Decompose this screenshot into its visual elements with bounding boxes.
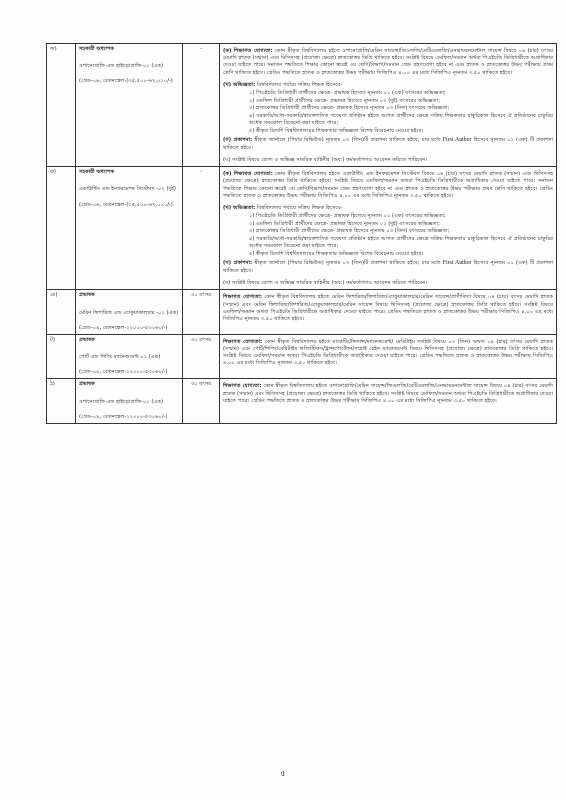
post-department: মেরিন ফিশারিজ এন্ড এ্যাকুয়াকালচার -০১ (এক) xyxy=(79,309,179,316)
first-author-text: First Author xyxy=(442,136,472,143)
list-item: ১) পিএইচডি ডিগ্রিধারী প্রার্থীদের ক্ষেত্রে- প্রভাষক হিসেবে ন্যূনতম ০১ (এক) বৎসরের অভিজ্ঞতা; xyxy=(249,213,446,220)
age-limit-cell: ৩০ বৎসর xyxy=(183,379,220,424)
qualification-label: (ক) শিক্ষাগত যোগ্যতা: xyxy=(223,48,273,54)
list-item: ৫) স্বীকৃত বিদেশি বিশ্ববিদ্যালয়ের শিক্ষকতার অভিজ্ঞতা বিশেষ বিবেচনায় নেওয়া হইবে। xyxy=(249,127,424,134)
post-department: একাউন্টিং এন্ড ইনফরমেশন সিস্টেমস -০২ (দুই) xyxy=(79,186,176,193)
qualification-label: শিক্ষাগত যোগ্যতা: xyxy=(223,383,262,390)
post-title: প্রভাষক xyxy=(79,381,95,388)
experience-label: (খ) অভিজ্ঞতা: xyxy=(223,204,256,211)
post-title: সহকারী অধ্যাপক xyxy=(79,169,114,176)
publication-label: (গ) প্রকাশনা: xyxy=(223,136,253,143)
qualification-text: কোন স্বীকৃত বিশ্ববিদ্যালয় হইতে একাউন্টিং এন্ড ইনফরমেশন সিস্টেমস বিষয়ে ০৪ (চার) বৎসর মেয়াদি স্নাতক (সম্মান) এবং থিসিসসহ (প্রযোজ্য ক্ষেত্রে) স্নাতকোত্তর ডিগ্রি থাকিতে হইবে। সংশ্লিষ্ট বিষয়ে এমফিল/সমমান অথবা পিএইচডি ডিগ্রিধারীকে অগ্রাধিকার দেওয়া যাইতে পারে। সনাতন পদ্ধতিতে শিক্ষার কোনো স্তরেই ৩য় শ্রেণি/বিভাগ/সমমান গ্রেড গ্রহণযোগ্য হইবে না এবং স্নাতক ও স্নাতকোত্তর উভয় পরীক্ষায় প্রথম শ্রেণি থাকিতে হইবে। গ্রেডিং পদ্ধতিতে স্নাতক ও স্নাতকোত্তর উভয় পরীক্ষায় সিজিপিএ ৪.০০ এর মধ্যে সিজিপিএ ন্যূনতম ৩.৫০ থাকিতে হইবে। xyxy=(223,171,553,199)
post-department: পোর্ট এন্ড শিপিং ম্যানেজমেন্ট-০১ (এক) xyxy=(79,354,161,361)
post-title: সহকারী অধ্যাপক xyxy=(79,46,114,52)
post-title: প্রভাষক xyxy=(79,292,95,299)
requirements-cell xyxy=(220,334,557,379)
table-row xyxy=(47,379,557,424)
qualification-label: শিক্ষাগত যোগ্যতা: xyxy=(223,338,263,345)
post-grade: (গ্রেড-০৯, বেতনস্কেল-২২০০০-৫৩০৬০/-) xyxy=(79,324,168,331)
post-grade: (গ্রেড-০৯, বেতনস্কেল-২২০০০-৫৩০৬০/-) xyxy=(79,369,168,376)
qualification-text: কোন স্বীকৃত বিশ্ববিদ্যালয় হইতে মেরিন ফিশারিজ/ফিশারিজ/এ্যাকুয়াকালচার/মেরিন সায়েন্স/প্রাণীবিদ্যা বিষয়ে ০৪ (চার) বৎসর মেয়াদি স্নাতক (সম্মান) এবং মেরিন ফিশারিজ/ফিশারিজ/এ্যাকুয়াকালচার/মেরিন সায়েন্স বিষয়ে থিসিসসহ (প্রযোজ্য ক্ষেত্রে) স্নাতকোত্তর ডিগ্রি থাকিতে হইবে। সংশ্লিষ্ট বিষয়ে এমফিল/সমমান অথবা পিএইচডি ডিগ্রিধারীকে অগ্রাধিকার দেওয়া যাইতে পারে। গ্রেডিং পদ্ধতিতে স্নাতক ও স্নাতকোত্তর উভয় পরীক্ষায় সিজিপিএ ৪.০০ এর মধ্যে সিজিপিএ ন্যূনতম ৩.৫০ থাকিতে হইবে। xyxy=(223,294,553,322)
page-number: ৫ xyxy=(280,769,286,778)
list-item: ৫) স্বীকৃত বিদেশি বিশ্ববিদ্যালয়ের শিক্ষকতার অভিজ্ঞতা বিশেষ বিবেচনায় নেওয়া হইবে। xyxy=(249,250,424,257)
list-item: ৩) স্নাতকোত্তর ডিগ্রিধারী প্রার্থীদের ক্ষেত্রে- প্রভাষক হিসেবে ন্যূনতম ০৩ (তিন) বৎসরের অভিজ্ঞতা; xyxy=(249,105,450,112)
list-item: ২) এমফিল ডিগ্রিধারী প্রার্থীদের ক্ষেত্রে- প্রভাষক হিসেবে ন্যূনতম ০২ (দুই) বৎসরের অভিজ্ঞতা; xyxy=(249,97,440,104)
qualification-label: (ক) শিক্ষাগত যোগ্যতা: xyxy=(223,171,273,178)
military-note: (ঘ) সংশ্লিষ্ট বিষয়ে যোগ্য ও অভিজ্ঞ সামরিক বাহিনীর (অব:) কর্মকর্তাগণও আবেদন করিতে পারিবেন। xyxy=(223,280,428,287)
experience-label: (খ) অভিজ্ঞতা: xyxy=(223,81,256,88)
table-row xyxy=(47,44,557,167)
post-grade: (গ্রেড-০৬, বেতনস্কেল-(৩৫,৫০০-৬৭,০১০/-) xyxy=(79,201,173,208)
serial-cell: ঞ) xyxy=(47,290,76,335)
post-department: ওশানোগ্রাফি এন্ড হাইড্রোগ্রাফি-০১ (এক) xyxy=(79,398,163,405)
post-title: প্রভাষক xyxy=(79,336,95,343)
list-item: ৩) স্নাতকোত্তর ডিগ্রিধারী প্রার্থীদের ক্ষেত্রে- প্রভাষক হিসেবে ন্যূনতম ০৩ (তিন) বৎসরের অভিজ্ঞতা; xyxy=(249,228,450,235)
serial-cell: ঝ) xyxy=(47,167,76,290)
list-item: ৪) সরকারি/আধা-সরকারি/স্বায়ত্তশাসিত গবেষণা প্রতিষ্ঠান হইতে আগত প্রার্থীদের ক্ষেত্রে সক্রিয় শিক্ষকতার চাকুরিকাল হিসেবে ঐ প্রতিষ্ঠানের চাকুরির অর্ধেক সময়কাল বিবেচনা করা যাইতে পারে; xyxy=(249,236,553,250)
list-item: ২) এমফিল ডিগ্রিধারী প্রার্থীদের ক্ষেত্রে- প্রভাষক হিসেবে ন্যূনতম ০২ (দুই) বৎসরের অভিজ্ঞতা; xyxy=(249,220,440,227)
post-cell xyxy=(76,167,183,290)
post-grade: (গ্রেড-০৬, বেতনস্কেল-(৩৫,৫০০-৬৭,০১০/-) xyxy=(79,78,173,85)
experience-intro: বিশ্ববিদ্যালয় পর্যায়ে সক্রিয় শিক্ষক হিসেবে- xyxy=(256,204,343,211)
qualification-text: কোন স্বীকৃত বিশ্ববিদ্যালয় হইতে ওশানোগ্রাফি/মেরিন সায়েন্স/জিওলজি/মেটিওরলজি/এনভায়রনমেন্টাল সায়েন্স বিষয়ে ০৪ (চার) বৎসর মেয়াদি স্নাতক (সম্মান) এবং থিসিসসহ (প্রযোজ্য ক্ষেত্রে) স্নাতকোত্তর ডিগ্রি থাকিতে হইবে। সংশ্লিষ্ট বিষয়ে এমফিল/সমমান অথবা পিএইচডি ডিগ্রিধারীকে অগ্রাধিকার দেওয়া যাইতে পারে। গ্রেডিং পদ্ধতিতে স্নাতক ও স্নাতকোত্তর উভয় পরীক্ষায় সিজিপিএ ৪.০০ এর মধ্যে সিজিপিএ ন্যূনতম ৩.৫০ থাকিতে হইবে। xyxy=(223,383,554,404)
list-item: ৪) সরকারি/আধা-সরকারি/স্বায়ত্তশাসিত গবেষণা প্রতিষ্ঠান হইতে আগত প্রার্থীদের ক্ষেত্রে সক্রিয় শিক্ষকতার চাকুরিকাল হিসেবে ঐ প্রতিষ্ঠানের চাকুরির অর্ধেক সময়কাল বিবেচনা করা যাইতে পারে; xyxy=(249,112,553,127)
age-limit-cell: - xyxy=(183,167,220,290)
requirements-cell xyxy=(220,290,557,335)
qualification-label: শিক্ষাগত যোগ্যতা: xyxy=(223,294,262,301)
post-cell xyxy=(76,290,183,335)
serial-cell: ঠ) xyxy=(47,379,76,424)
age-limit-cell: ৩০ বৎসর xyxy=(183,334,220,379)
qualification-text: কোন স্বীকৃত বিশ্ববিদ্যালয় হইতে মার্কেটিং/ফিনান্স/ম্যানেজমেন্ট/ মেরিটাইম সংশ্লিষ্ট বিষয়ে ০৩ (তিন) অথবা ০৪ (চার) বৎসর মেয়াদি স্নাতক (সম্মান) এবং পোর্ট/শিপিং/মেরিটাইম লজিস্টিকস/ট্রান্সপোর্টেশন/সাপ্লাই চেইন ম্যানেজমেন্ট বিষয়ে থিসিসসহ (প্রযোজ্য ক্ষেত্রে) স্নাতকোত্তর ডিগ্রি থাকিতে হইবে। সংশ্লিষ্ট বিষয়ে এমফিল/সমমান অথবা পিএইচডি ডিগ্রিধারীকে অগ্রাধিকার দেওয়া যাইতে পারে। গ্রেডিং পদ্ধতিতে স্নাতক ও স্নাতকোত্তর উভয় পরীক্ষায় সিজিপিএ ৪.০০ এর মধ্যে সিজিপিএ ন্যূনতম ৩.৫০ থাকিতে হইবে। xyxy=(223,338,553,367)
post-cell xyxy=(76,44,183,167)
publication-text-2: হিসেবে ন্যূনতম ০১ (এক) টি প্রকাশনা থাকিতে হইবে। xyxy=(223,136,553,151)
age-limit-cell: - xyxy=(183,44,220,167)
publication-text: স্বীকৃত জার্নালে (পিয়ার রিভিউড) ন্যূনতম ০৩ (তিন)টি প্রকাশনা থাকিতে হইবে; যার মধ্যে xyxy=(254,136,441,143)
requirements-cell xyxy=(220,167,557,290)
serial-cell: ট) xyxy=(47,334,76,379)
serial-cell: জ) xyxy=(47,44,76,167)
first-author-text: First Author xyxy=(442,260,472,267)
post-grade: (গ্রেড-০৯, বেতনস্কেল-২২০০০-৫৩০৬০/-) xyxy=(79,413,168,420)
post-cell xyxy=(76,334,183,379)
experience-list xyxy=(249,213,553,258)
publication-text-2: হিসেবে ন্যূনতম ০১ (এক) টি প্রকাশনা থাকিতে হইবে। xyxy=(223,260,553,275)
table-row xyxy=(47,334,557,379)
experience-list xyxy=(249,90,553,135)
post-cell xyxy=(76,379,183,424)
post-department: ওশানোগ্রাফি এন্ড হাইড্রোগ্রাফি-০১ (এক) xyxy=(79,63,163,70)
table-row xyxy=(47,290,557,335)
publication-label: (গ) প্রকাশনা: xyxy=(223,260,253,267)
military-note: (ঘ) সংশ্লিষ্ট বিষয়ে যোগ্য ও অভিজ্ঞ সামরিক বাহিনীর (অব:) কর্মকর্তাগণও আবেদন করিতে পারিবেন। xyxy=(223,157,428,164)
experience-intro: বিশ্ববিদ্যালয় পর্যায়ে সক্রিয় শিক্ষক হিসেবে- xyxy=(256,81,343,88)
publication-text: স্বীকৃত জার্নালে (পিয়ার রিভিউড) ন্যূনতম ০৩ (তিন)টি প্রকাশনা থাকিতে হইবে; যার মধ্যে xyxy=(254,260,441,267)
qualification-text: কোন স্বীকৃত বিশ্ববিদ্যালয় হইতে ওশানোগ্রাফি/মেরিন সায়েন্স/জিওলজি/মেটিওরলজি/এনভায়রনমেন্টাল সায়েন্স বিষয়ে ০৪ (চার) বৎসর মেয়াদি স্নাতক (সম্মান) এবং মিসিসসহ (প্রযোজ্য ক্ষেত্রে) স্নাতকোত্তর ডিগ্রি থাকিতে হইবে। সংশ্লিষ্ট বিষয়ে এমফিল/সমমান অথবা পিএইচডি ডিগ্রিধারীকে অগ্রাধিকার দেওয়া যাইতে পারে। সনাতন পদ্ধতিতে শিক্ষার কোনো স্তরেই ৩য় শ্রেণি/বিভাগ/সমমান গ্রেড গ্রহণযোগ্য হইবে না এবং স্নাতক ও স্নাতকোত্তর উভয় পরীক্ষায় প্রথম শ্রেণি থাকিতে হইবে। গ্রেডিং পদ্ধতিতে স্নাতক ও স্নাতকোত্তর উভয় পরীক্ষায় সিজিপিএ ৪.০০ এর মধ্যে সিজিপিএ ন্যূনতম ৩.৫০ থাকিতে হইবে। xyxy=(223,48,554,76)
requirements-cell xyxy=(220,44,557,167)
table-row xyxy=(47,167,557,290)
age-limit-cell: ৩০ বৎসর xyxy=(183,290,220,335)
requirements-cell xyxy=(220,379,557,424)
job-posts-table xyxy=(46,43,557,424)
list-item: ১) পিএইচডি ডিগ্রিধারী প্রার্থীদের ক্ষেত্রে- প্রভাষক হিসেবে ন্যূনতম ০১ (এক) বৎসরের অভিজ্ঞতা; xyxy=(249,89,446,96)
